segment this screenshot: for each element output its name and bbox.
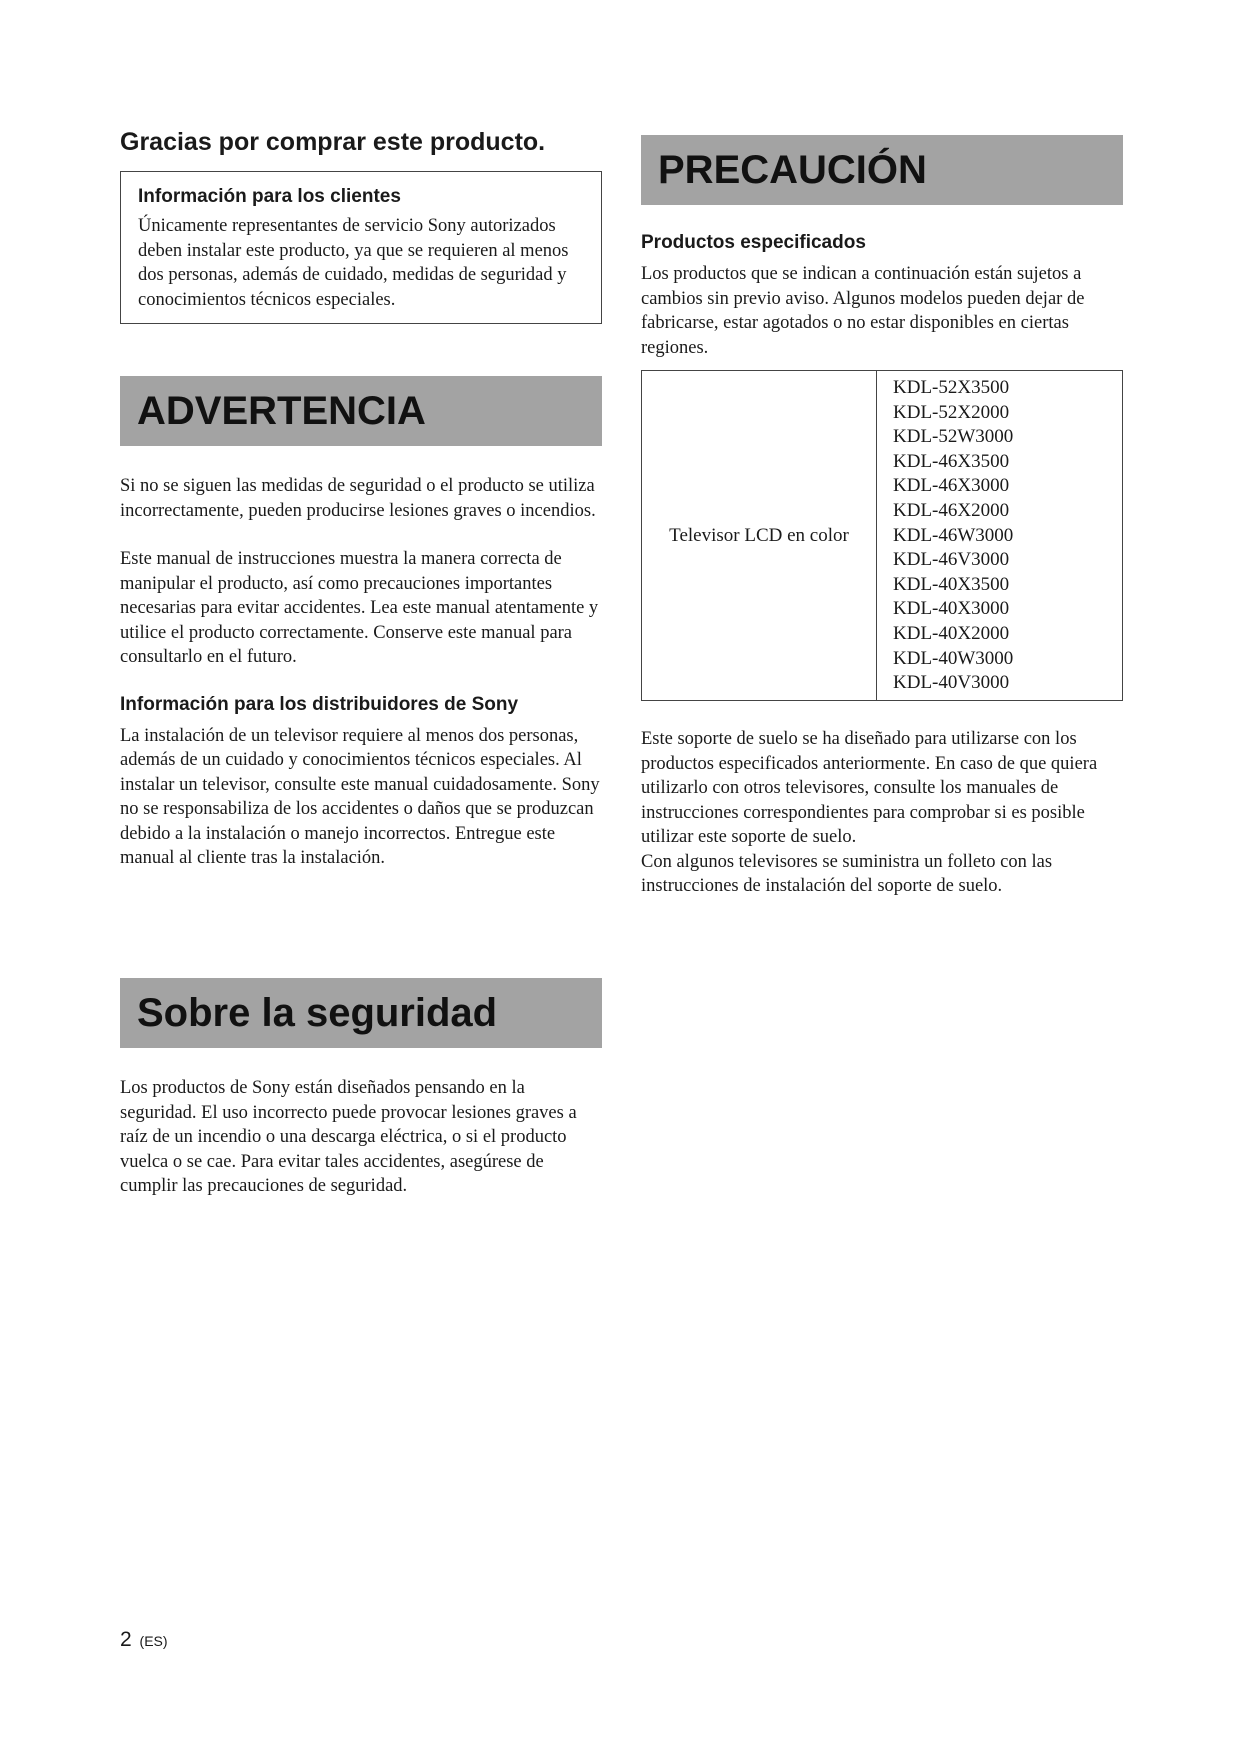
model-item: KDL-46X3500 [893, 450, 1010, 472]
model-item: KDL-40X2000 [893, 622, 1010, 644]
seguridad-section [120, 1076, 602, 1199]
model-item: KDL-40X3500 [893, 573, 1010, 595]
model-item: KDL-52W3000 [893, 426, 1014, 448]
model-item: KDL-40X3000 [893, 598, 1010, 620]
advertencia-paragraph-2: Este manual de instrucciones muestra la manera correcta de manipular el producto, así como precauciones importantes necesarias para evitar accidentes. Lea este manual atentamente y utilice el producto correctamente. Conserve este manual para consultarlo en el futuro. [120, 549, 599, 667]
seguridad-text: Los productos de Sony están diseñados pensando en la seguridad. El uso incorrecto puede provocar lesiones graves a raíz de un incendio o una descarga eléctrica, o si el producto vuelca o se cae. Para evitar tales accidentes, asegúrese de cumplir las precauciones de seguridad. [120, 1078, 577, 1196]
customer-info-text: Únicamente representantes de servicio Sony autorizados deben instalar este producto, ya que se requieren al menos dos personas, además de cuidado, medidas de seguridad y conocimientos técnicos especiales. [138, 216, 569, 310]
soporte-text-1: Este soporte de suelo se ha diseñado para utilizarse con los productos especificados anteriormente. En caso de que quiera utilizarlo con otros televisores, consulte los manuales de instrucciones correspondientes para comprobar si es posible utilizar este soporte de suelo. [641, 729, 1098, 847]
soporte-text-2: Con algunos televisores se suministra un folleto con las instrucciones de instalación del soporte de suelo. [641, 851, 1053, 896]
dealers-heading: Información para los distribuidores de Sony [120, 693, 519, 715]
soporte-section [641, 727, 1131, 899]
page-title: Gracias por comprar este producto. [120, 128, 546, 156]
advertencia-section [120, 474, 602, 871]
page-number-value: 2 [120, 1628, 132, 1651]
precaucion-banner-title: PRECAUCIÓN [658, 147, 927, 192]
model-item: KDL-46V3000 [893, 549, 1010, 571]
model-item: KDL-52X2000 [893, 401, 1010, 423]
page-number [120, 1628, 168, 1652]
model-item: KDL-40V3000 [893, 672, 1010, 694]
advertencia-paragraph-1: Si no se siguen las medidas de seguridad o el producto se utiliza incorrectamente, pueden producirse lesiones graves o incendios. [120, 476, 596, 521]
productos-heading: Productos especificados [641, 232, 866, 253]
productos-text: Los productos que se indican a continuación están sujetos a cambios sin previo aviso. Algunos modelos pueden dejar de fabricarse, estar agotados o no estar disponibles en ciertas regiones. [641, 264, 1085, 358]
seguridad-banner-title: Sobre la seguridad [137, 990, 498, 1035]
models-list [877, 371, 1122, 700]
customer-info-box [120, 171, 602, 324]
advertencia-banner-title: ADVERTENCIA [137, 388, 426, 433]
seguridad-banner [120, 978, 602, 1048]
models-table [641, 370, 1123, 701]
table-product-label: Televisor LCD en color [642, 371, 877, 700]
customer-info-heading: Información para los clientes [138, 186, 401, 207]
productos-section [641, 232, 1123, 360]
dealers-text: La instalación de un televisor requiere al menos dos personas, además de un cuidado y conocimientos técnicos especiales. Al instalar un televisor, consulte este manual cuidadosamente. Sony no se responsabiliza de los accidentes o daños que se produzcan debido a la instalación o manejo incorrectos. Entregue este manual al cliente tras la instalación. [120, 725, 600, 868]
model-item: KDL-46W3000 [893, 524, 1014, 546]
page-language: (ES) [139, 1633, 168, 1649]
model-item: KDL-46X3000 [893, 475, 1010, 497]
precaucion-banner [641, 135, 1123, 205]
model-item: KDL-46X2000 [893, 499, 1010, 521]
advertencia-banner [120, 376, 602, 446]
model-item: KDL-52X3500 [893, 377, 1010, 398]
model-item: KDL-40W3000 [893, 647, 1014, 669]
